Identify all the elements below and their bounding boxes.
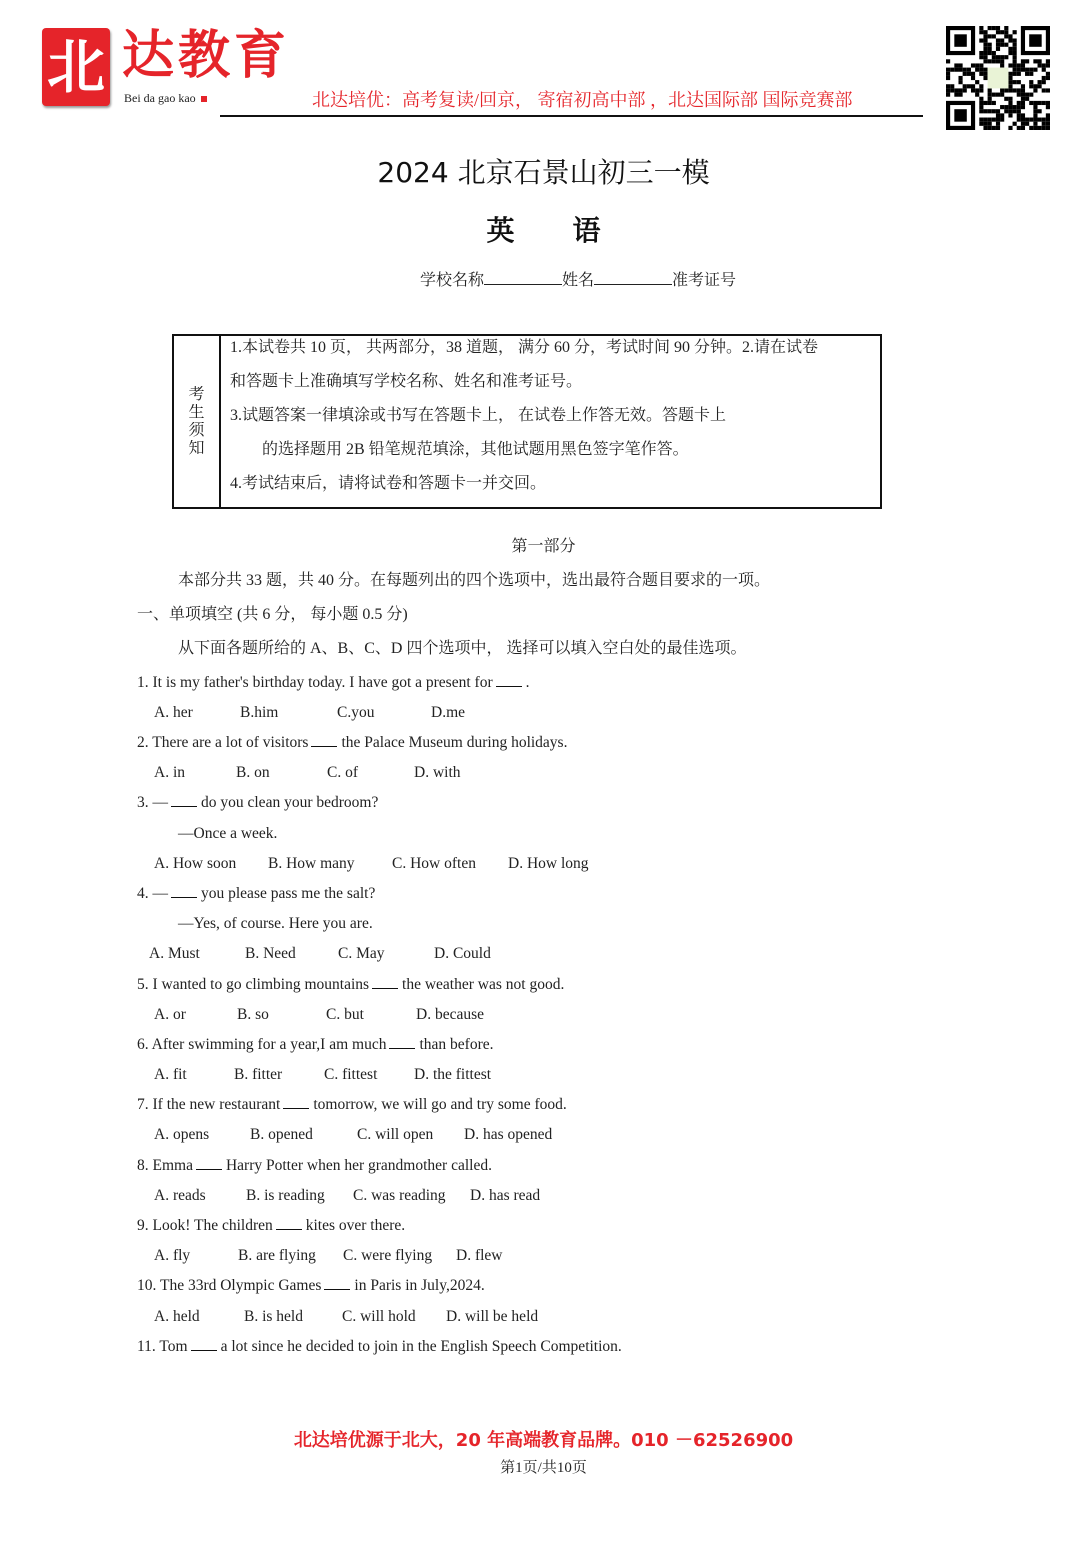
answer-option: D. because [416, 1006, 484, 1023]
question-text: than before. [419, 1036, 494, 1053]
logo-text: 达教育 [122, 26, 291, 86]
student-info-line [420, 270, 736, 291]
question-stem [137, 673, 529, 692]
question-text: 3. — [137, 794, 168, 811]
question-stem [137, 733, 567, 752]
notice-label-char: 生 [188, 403, 205, 421]
question-stem [137, 1156, 492, 1175]
header-divider [220, 115, 923, 117]
answer-blank [191, 1338, 217, 1351]
logo-subtitle [124, 91, 207, 105]
question-stem [137, 975, 564, 994]
qr-code-icon [946, 26, 1050, 130]
school-label: 学校名称 [420, 272, 485, 289]
part-intro: 本部分共 33 题，共 40 分。在每题列出的四个选项中，选出最符合题目要求的一项。 [178, 572, 771, 589]
answer-option: D. the fittest [414, 1066, 492, 1083]
question-stem [137, 1276, 485, 1295]
answer-option: D. flew [456, 1247, 503, 1264]
name-label: 姓名 [562, 272, 595, 289]
notice-label-char: 须 [188, 421, 205, 439]
dialogue-reply: —Once a week. [178, 825, 278, 842]
header-slogan: 北达培优：高考复读/回京， 寄宿初高中部 ，北达国际部 国际竞赛部 [312, 90, 853, 110]
answer-option: C.you [337, 704, 375, 721]
footer-promo: 北达培优源于北大，20 年高端教育品牌。010 －62526900 [293, 1430, 794, 1451]
notice-label [174, 336, 221, 507]
logo-mark: 北 [42, 28, 110, 106]
question-text: 8. Emma [137, 1157, 193, 1174]
answer-option: A. fly [154, 1247, 191, 1264]
notice-line: 4.考试结束后，请将试卷和答题卡一并交回。 [230, 475, 547, 492]
question-text: . [525, 674, 530, 691]
question-text: kites over there. [305, 1217, 406, 1234]
dialogue-reply: —Yes, of course. Here you are. [178, 915, 373, 932]
answer-option: B. Need [245, 945, 296, 962]
page-number: 第1页/共10页 [500, 1460, 587, 1476]
logo-square-icon [201, 96, 207, 102]
notice-line: 1.本试卷共 10 页， 共两部分，38 道题， 满分 60 分，考试时间 90 分钟。2.请在试卷 [230, 339, 819, 356]
name-field[interactable] [594, 270, 672, 285]
answer-blank [171, 794, 197, 807]
notice-line: 3.试题答案一律填涂或书写在答题卡上， 在试卷上作答无效。答题卡上 [230, 407, 727, 424]
answer-option: D. has opened [464, 1126, 553, 1143]
answer-blank [324, 1277, 350, 1290]
answer-blank [283, 1096, 309, 1109]
question-text: 11. Tom [137, 1338, 188, 1355]
answer-option: A. reads [154, 1187, 206, 1204]
notice-line: 的选择题用 2B 铅笔规范填涂，其他试题用黑色签字笔作答。 [262, 441, 689, 458]
question-text: 4. — [137, 885, 168, 902]
question-text: 5. I wanted to go climbing mountains [137, 976, 370, 993]
answer-option: D. How long [508, 855, 589, 872]
answer-option: D. has read [470, 1187, 541, 1204]
notice-label-char: 知 [188, 439, 205, 457]
answer-option: A. held [154, 1308, 200, 1325]
answer-option: D. with [414, 764, 461, 781]
question-text: 2. There are a lot of visitors [137, 734, 309, 751]
question-text: a lot since he decided to join in the English Speech Competition. [220, 1338, 622, 1355]
notice-box [172, 334, 882, 509]
question-text: you please pass me the salt? [201, 885, 376, 902]
answer-option: B. opened [250, 1126, 313, 1143]
answer-option: C. was reading [353, 1187, 446, 1204]
question-text: tomorrow, we will go and try some food. [313, 1096, 567, 1113]
question-stem [137, 1095, 567, 1114]
answer-blank [496, 674, 522, 687]
subject-title: 英语 [486, 214, 659, 247]
question-text: the Palace Museum during holidays. [341, 734, 568, 751]
answer-option: C. were flying [343, 1247, 433, 1264]
question-stem [137, 884, 375, 903]
section-heading: 一、单项填空 (共 6 分， 每小题 0.5 分) [137, 606, 408, 623]
answer-option: C. fittest [324, 1066, 378, 1083]
answer-option: C. but [326, 1006, 364, 1023]
part-heading: 第一部分 [511, 538, 576, 555]
id-label: 准考证号 [672, 272, 737, 289]
answer-option: B.him [240, 704, 279, 721]
answer-blank [389, 1036, 415, 1049]
answer-option: B. fitter [234, 1066, 283, 1083]
answer-option: B. on [236, 764, 270, 781]
answer-option: C. will hold [342, 1308, 416, 1325]
question-text: the weather was not good. [402, 976, 565, 993]
answer-blank [196, 1157, 222, 1170]
question-text: 1. It is my father's birthday today. I have got a present for [137, 674, 493, 691]
question-stem [137, 793, 378, 812]
section-instruction: 从下面各题所给的 A、B、C、D 四个选项中， 选择可以填入空白处的最佳选项。 [178, 640, 747, 657]
answer-option: D. will be held [446, 1308, 539, 1325]
answer-option: A. in [154, 764, 185, 781]
answer-option: A. her [154, 704, 193, 721]
answer-blank [372, 976, 398, 989]
question-text: 9. Look! The children [137, 1217, 273, 1234]
question-text: 6. After swimming for a year,I am much [137, 1036, 387, 1053]
answer-option: B. so [237, 1006, 269, 1023]
answer-option: A. or [154, 1006, 186, 1023]
question-text: do you clean your bedroom? [201, 794, 379, 811]
answer-option: B. is held [244, 1308, 303, 1325]
answer-option: C. of [327, 764, 358, 781]
answer-option: C. How often [392, 855, 476, 872]
answer-option: A. opens [154, 1126, 210, 1143]
question-text: 10. The 33rd Olympic Games [137, 1277, 322, 1294]
answer-blank [276, 1217, 302, 1230]
notice-label-char: 考 [188, 385, 205, 403]
logo-subtitle-text: Bei da gao kao [124, 91, 196, 105]
answer-option: D. Could [434, 945, 491, 962]
answer-blank [311, 734, 337, 747]
answer-option: A. fit [154, 1066, 187, 1083]
question-stem [137, 1216, 405, 1235]
question-stem [137, 1337, 622, 1356]
answer-option: B. are flying [238, 1247, 316, 1264]
exam-title: 2024 北京石景山初三一模 [377, 156, 710, 189]
answer-blank [171, 885, 197, 898]
notice-line: 和答题卡上准确填写学校名称、姓名和准考证号。 [230, 373, 583, 390]
question-text: Harry Potter when her grandmother called. [225, 1157, 492, 1174]
answer-option: B. is reading [246, 1187, 325, 1204]
question-text: 7. If the new restaurant [137, 1096, 281, 1113]
answer-option: A. Must [149, 945, 200, 962]
answer-option: D.me [431, 704, 466, 721]
school-field[interactable] [484, 270, 562, 285]
question-stem [137, 1035, 494, 1054]
question-text: in Paris in July,2024. [354, 1277, 485, 1294]
answer-option: C. May [338, 945, 385, 962]
answer-option: C. will open [357, 1126, 434, 1143]
answer-option: A. How soon [154, 855, 237, 872]
answer-option: B. How many [268, 855, 355, 872]
